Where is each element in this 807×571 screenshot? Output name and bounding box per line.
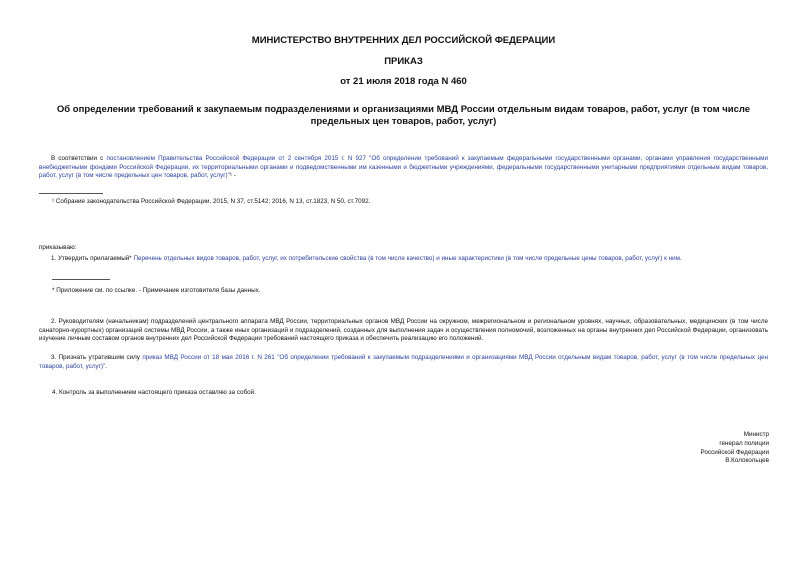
footnote-divider xyxy=(39,193,103,194)
footnote-2: * Приложение см. по ссылке. - Примечание изготовителя базы данных. xyxy=(52,287,261,294)
item-1-suffix: . xyxy=(679,255,682,262)
order-261-link[interactable]: приказ МВД России от 18 мая 2016 г. N 261 "Об определении требований к закупаемым подразделениями и организациями МВД России отдельным видам товаров, работ, услуг (в том числе предельных цен товаров, работ, услуг)" xyxy=(39,354,768,370)
footnote-divider-2 xyxy=(52,279,110,280)
item-3-suffix: . xyxy=(105,362,108,370)
preamble-paragraph xyxy=(39,155,768,181)
signature-name: В.Колокольцев xyxy=(725,457,769,465)
resolution-927-link[interactable]: постановлением Правительства Российской Федерации от 2 сентября 2015 г. N 927 "Об определении требований к закупаемым федеральными государственными органами, органами управления государственными внебюджетными фондами Российской Федерации, их территориальными органами и подведомственными им казенными и бюджетными учреждениями, федеральными государственными унитарными предприятиями отдельным видам товаров, работ, услуг (в том числе предельных цен товаров, работ, услуг)" xyxy=(39,155,769,180)
ministry-heading: МИНИСТЕРСТВО ВНУТРЕННИХ ДЕЛ РОССИЙСКОЙ ФЕДЕРАЦИИ xyxy=(251,35,556,46)
signature-rank: генерал полиции xyxy=(719,439,769,447)
footnote-1: ¹ Собрание законодательства Российской Федерации, 2015, N 37, ст.5142; 2016, N 13, ст.1823, N 50, ст.7092. xyxy=(52,198,371,205)
doc-title: Об определении требований к закупаемым подразделениями и организациями МВД России отдельным видам товаров, работ, услуг (в том числе предельных цен товаров, работ, услуг) xyxy=(56,104,751,127)
preamble-suffix: ¹ - xyxy=(229,172,236,180)
doc-date-number: от 21 июля 2018 года N 460 xyxy=(340,76,467,87)
preamble-prefix: В соответствии с xyxy=(51,155,107,162)
attachment-list-link[interactable]: Перечень отдельных видов товаров, работ, услуг, их потребительские свойства (в том числе качество) и иные характеристики (в том числе предельные цены товаров, работ, услуг) к ним xyxy=(133,255,680,262)
order-word: приказываю: xyxy=(39,244,77,251)
item-2-paragraph: 2. Руководителям (начальникам) подразделений центрального аппарата МВД России, территориальных органов МВД России на окружном, межрегиональном и региональном уровнях, научных, образовательных, медицинских (в том числе санаторно-курортных) организаций системы МВД России, а также иных организаций и подразделений, созданных для выполнения задач и осуществления полномочий, возложенных на органы внутренних дел Российской Федерации, организовать изучение личным составом органов внутренних дел Российской Федерации требований настоящего приказа и обеспечить реализацию его положений. xyxy=(39,318,768,343)
item-1-paragraph xyxy=(39,255,768,264)
signature-country: Российской Федерации xyxy=(700,448,769,456)
signature-block xyxy=(701,431,769,466)
doc-type-heading: ПРИКАЗ xyxy=(384,56,423,67)
item-3-paragraph xyxy=(39,354,768,371)
item-1-prefix: 1. Утвердить прилагаемый* xyxy=(51,255,134,262)
item-3-prefix: 3. Признать утратившим силу xyxy=(51,354,143,361)
item-4-paragraph: 4. Контроль за выполнением настоящего приказа оставляю за собой. xyxy=(52,389,256,396)
signature-title: Министр xyxy=(743,431,769,438)
